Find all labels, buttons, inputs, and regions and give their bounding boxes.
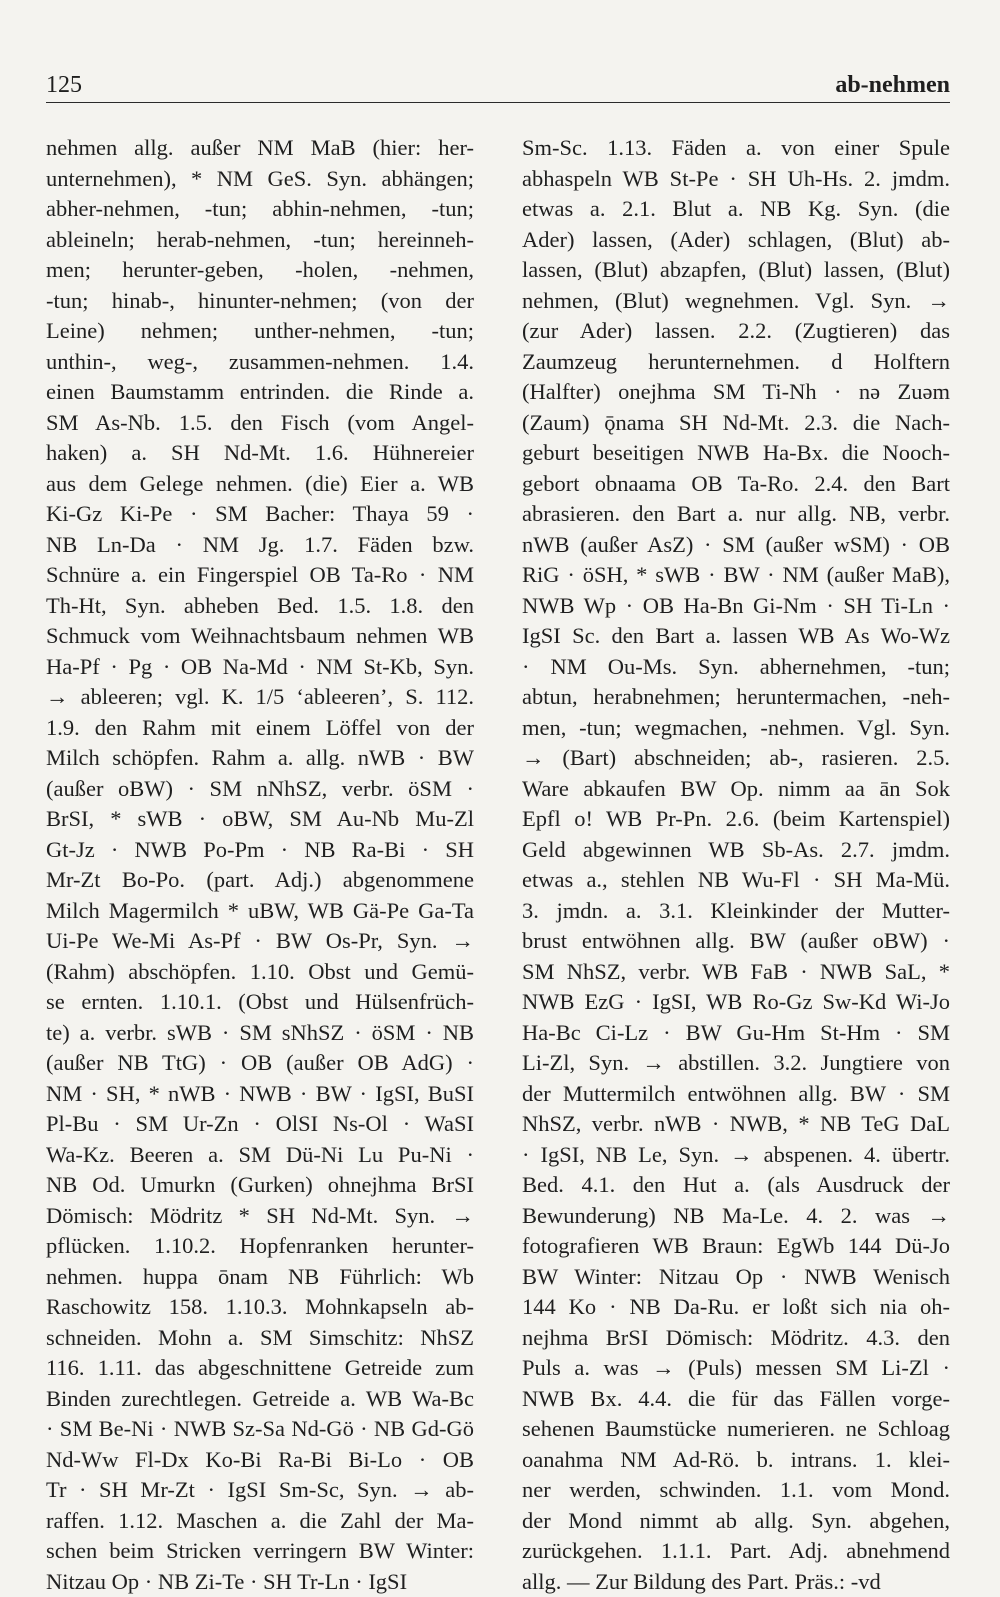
right-column [522, 133, 950, 1597]
text-line: Puls a. was → (Puls) messen SM Li-Zl · [522, 1353, 950, 1384]
text-line: Tr · SH Mr-Zt · IgSI Sm-Sc, Syn. → ab- [46, 1475, 474, 1506]
text-line: Ware abkaufen BW Op. nimm aa ān Sok [522, 774, 950, 805]
text-line: Schnüre a. ein Fingerspiel OB Ta-Ro · NM [46, 560, 474, 591]
text-line: 3. jmdn. a. 3.1. Kleinkinder der Mutter- [522, 896, 950, 927]
text-line: -tun; hinab-, hinunter-nehmen; (von der [46, 286, 474, 317]
text-line: pflücken. 1.10.2. Hopfenranken herunter- [46, 1231, 474, 1262]
text-line: nehmen, (Blut) wegnehmen. Vgl. Syn. → [522, 286, 950, 317]
text-line: NB Ln-Da · NM Jg. 1.7. Fäden bzw. [46, 530, 474, 561]
text-line: nWB (außer AsZ) · SM (außer wSM) · OB [522, 530, 950, 561]
text-line: BW Winter: Nitzau Op · NWB Wenisch [522, 1262, 950, 1293]
text-line: unternehmen), * NM GeS. Syn. abhängen; [46, 164, 474, 195]
text-line: etwas a. 2.1. Blut a. NB Kg. Syn. (die [522, 194, 950, 225]
text-line: nehmen. huppa ōnam NB Führlich: Wb [46, 1262, 474, 1293]
text-line: NB Od. Umurkn (Gurken) ohnejhma BrSI [46, 1170, 474, 1201]
text-line: lassen, (Blut) abzapfen, (Blut) lassen, (Blut) [522, 255, 950, 286]
text-line: Dömisch: Mödritz * SH Nd-Mt. Syn. → [46, 1201, 474, 1232]
text-line: Leine) nehmen; unther-nehmen, -tun; [46, 316, 474, 347]
text-line: allg. — Zur Bildung des Part. Präs.: -vd [522, 1567, 950, 1597]
text-line: Binden zurechtlegen. Getreide a. WB Wa-Bc [46, 1384, 474, 1415]
text-line: ner werden, schwinden. 1.1. vom Mond. [522, 1475, 950, 1506]
text-line: Gt-Jz · NWB Po-Pm · NB Ra-Bi · SH [46, 835, 474, 866]
text-line: Zaumzeug herunternehmen. d Holftern [522, 347, 950, 378]
text-line: Nitzau Op · NB Zi-Te · SH Tr-Ln · IgSI [46, 1567, 474, 1597]
page-header [46, 72, 950, 103]
running-head-title: ab-nehmen [835, 72, 950, 99]
text-line: gebort obnaama OB Ta-Ro. 2.4. den Bart [522, 469, 950, 500]
text-line: Mr-Zt Bo-Po. (part. Adj.) abgenommene [46, 865, 474, 896]
text-line: schneiden. Mohn a. SM Simschitz: NhSZ [46, 1323, 474, 1354]
text-line: Sm-Sc. 1.13. Fäden a. von einer Spule [522, 133, 950, 164]
text-line: Li-Zl, Syn. → abstillen. 3.2. Jungtiere von [522, 1048, 950, 1079]
text-line: aus dem Gelege nehmen. (die) Eier a. WB [46, 469, 474, 500]
text-line: zurückgehen. 1.1.1. Part. Adj. abnehmend [522, 1536, 950, 1567]
text-line: fotografieren WB Braun: EgWb 144 Dü-Jo [522, 1231, 950, 1262]
text-line: NWB Bx. 4.4. die für das Fällen vorge- [522, 1384, 950, 1415]
text-line: etwas a., stehlen NB Wu-Fl · SH Ma-Mü. [522, 865, 950, 896]
text-line: Pl-Bu · SM Ur-Zn · OlSI Ns-Ol · WaSI [46, 1109, 474, 1140]
text-line: einen Baumstamm entrinden. die Rinde a. [46, 377, 474, 408]
text-line: IgSI Sc. den Bart a. lassen WB As Wo-Wz [522, 621, 950, 652]
page-number: 125 [46, 72, 82, 99]
text-line: Nd-Ww Fl-Dx Ko-Bi Ra-Bi Bi-Lo · OB [46, 1445, 474, 1476]
text-line: brust entwöhnen allg. BW (außer oBW) · [522, 926, 950, 957]
text-line: · SM Be-Ni · NWB Sz-Sa Nd-Gö · NB Gd-Gö [46, 1414, 474, 1445]
text-line: SM NhSZ, verbr. WB FaB · NWB SaL, * [522, 957, 950, 988]
text-line: · NM Ou-Ms. Syn. abhernehmen, -tun; [522, 652, 950, 683]
text-line: sehenen Baumstücke numerieren. ne Schloag [522, 1414, 950, 1445]
text-line: NhSZ, verbr. nWB · NWB, * NB TeG DaL [522, 1109, 950, 1140]
text-line: (Halfter) onejhma SM Ti-Nh · nə Zuəm [522, 377, 950, 408]
text-line: Bed. 4.1. den Hut a. (als Ausdruck der [522, 1170, 950, 1201]
text-line: (außer NB TtG) · OB (außer OB AdG) · [46, 1048, 474, 1079]
text-line: geburt beseitigen NWB Ha-Bx. die Nooch- [522, 438, 950, 469]
text-line: NWB EzG · IgSI, WB Ro-Gz Sw-Kd Wi-Jo [522, 987, 950, 1018]
text-line: oanahma NM Ad-Rö. b. intrans. 1. klei- [522, 1445, 950, 1476]
text-line: men, -tun; wegmachen, -nehmen. Vgl. Syn. [522, 713, 950, 744]
text-line: Schmuck vom Weihnachtsbaum nehmen WB [46, 621, 474, 652]
text-line: Milch schöpfen. Rahm a. allg. nWB · BW [46, 743, 474, 774]
text-line: der Muttermilch entwöhnen allg. BW · SM [522, 1079, 950, 1110]
text-line: Ki-Gz Ki-Pe · SM Bacher: Thaya 59 · [46, 499, 474, 530]
text-line: 116. 1.11. das abgeschnittene Getreide zum [46, 1353, 474, 1384]
text-line: se ernten. 1.10.1. (Obst und Hülsenfrüch- [46, 987, 474, 1018]
text-line: NM · SH, * nWB · NWB · BW · IgSI, BuSI [46, 1079, 474, 1110]
text-line: → (Bart) abschneiden; ab-, rasieren. 2.5. [522, 743, 950, 774]
text-line: Ader) lassen, (Ader) schlagen, (Blut) ab- [522, 225, 950, 256]
text-line: BrSI, * sWB · oBW, SM Au-Nb Mu-Zl [46, 804, 474, 835]
text-line: Raschowitz 158. 1.10.3. Mohnkapseln ab- [46, 1292, 474, 1323]
text-line: raffen. 1.12. Maschen a. die Zahl der Ma- [46, 1506, 474, 1537]
text-line: RiG · öSH, * sWB · BW · NM (außer MaB), [522, 560, 950, 591]
text-line: → ableeren; vgl. K. 1/5 ‘ableeren’, S. 112. [46, 682, 474, 713]
left-column [46, 133, 474, 1597]
text-line: SM As-Nb. 1.5. den Fisch (vom Angel- [46, 408, 474, 439]
text-line: · IgSI, NB Le, Syn. → abspenen. 4. übertr. [522, 1140, 950, 1171]
text-line: abrasieren. den Bart a. nur allg. NB, verbr. [522, 499, 950, 530]
text-line: Milch Magermilch * uBW, WB Gä-Pe Ga-Ta [46, 896, 474, 927]
text-line: (zur Ader) lassen. 2.2. (Zugtieren) das [522, 316, 950, 347]
text-line: abher-nehmen, -tun; abhin-nehmen, -tun; [46, 194, 474, 225]
text-line: nehmen allg. außer NM MaB (hier: her- [46, 133, 474, 164]
text-line: ableineln; herab-nehmen, -tun; hereinneh- [46, 225, 474, 256]
text-line: Bewunderung) NB Ma-Le. 4. 2. was → [522, 1201, 950, 1232]
text-line: men; herunter-geben, -holen, -nehmen, [46, 255, 474, 286]
text-line: Epfl o! WB Pr-Pn. 2.6. (beim Kartenspiel) [522, 804, 950, 835]
text-line: (Rahm) abschöpfen. 1.10. Obst und Gemü- [46, 957, 474, 988]
text-line: (außer oBW) · SM nNhSZ, verbr. öSM · [46, 774, 474, 805]
text-line: 144 Ko · NB Da-Ru. er loßt sich nia oh- [522, 1292, 950, 1323]
text-line: haken) a. SH Nd-Mt. 1.6. Hühnereier [46, 438, 474, 469]
text-line: Th-Ht, Syn. abheben Bed. 1.5. 1.8. den [46, 591, 474, 622]
text-line: der Mond nimmt ab allg. Syn. abgehen, [522, 1506, 950, 1537]
text-line: schen beim Stricken verringern BW Winter: [46, 1536, 474, 1567]
text-line: te) a. verbr. sWB · SM sNhSZ · öSM · NB [46, 1018, 474, 1049]
text-line: NWB Wp · OB Ha-Bn Gi-Nm · SH Ti-Ln · [522, 591, 950, 622]
text-line: abtun, herabnehmen; heruntermachen, -neh- [522, 682, 950, 713]
text-line: (Zaum) ǭnama SH Nd-Mt. 2.3. die Nach- [522, 408, 950, 439]
text-line: 1.9. den Rahm mit einem Löffel von der [46, 713, 474, 744]
text-line: Geld abgewinnen WB Sb-As. 2.7. jmdm. [522, 835, 950, 866]
text-line: Wa-Kz. Beeren a. SM Dü-Ni Lu Pu-Ni · [46, 1140, 474, 1171]
text-line: Ha-Bc Ci-Lz · BW Gu-Hm St-Hm · SM [522, 1018, 950, 1049]
text-line: nejhma BrSI Dömisch: Mödritz. 4.3. den [522, 1323, 950, 1354]
text-line: Ui-Pe We-Mi As-Pf · BW Os-Pr, Syn. → [46, 926, 474, 957]
text-line: unthin-, weg-, zusammen-nehmen. 1.4. [46, 347, 474, 378]
text-line: Ha-Pf · Pg · OB Na-Md · NM St-Kb, Syn. [46, 652, 474, 683]
text-line: abhaspeln WB St-Pe · SH Uh-Hs. 2. jmdm. [522, 164, 950, 195]
